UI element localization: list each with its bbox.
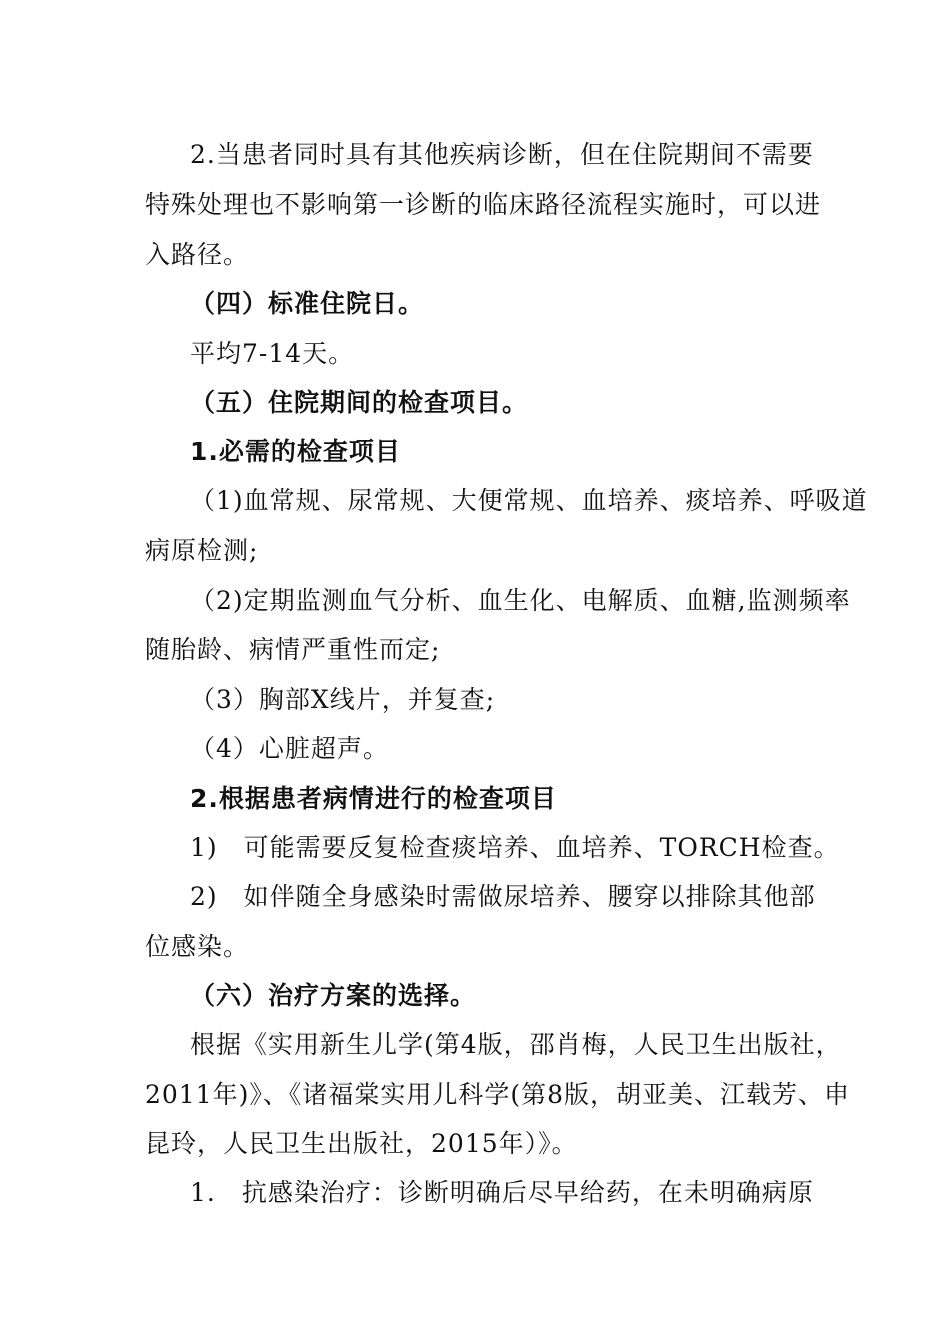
list-item: 1) 可能需要反复检查痰培养、血培养、TORCH检查。 — [190, 833, 840, 862]
section-heading: （六）治疗方案的选择。 — [190, 981, 477, 1010]
paragraph-line: 根据《实用新生儿学(第4版，邵肖梅，人民卫生出版社， — [190, 1030, 842, 1059]
subsection-heading: 2.根据患者病情进行的检查项目 — [190, 784, 557, 813]
paragraph-line: 2011年)》、《诸福棠实用儿科学(第8版，胡亚美、江载芳、申 — [145, 1080, 851, 1109]
list-item: （1)血常规、尿常规、大便常规、血培养、痰培养、呼吸道 — [190, 486, 868, 515]
paragraph-line: 特殊处理也不影响第一诊断的临床路径流程实施时，可以进 — [145, 190, 822, 219]
list-item: （3）胸部X线片，并复查; — [190, 685, 496, 714]
paragraph-line: 随胎龄、病情严重性而定; — [145, 635, 441, 664]
section-heading: （四）标准住院日。 — [190, 289, 425, 318]
paragraph-line: 平均7-14天。 — [190, 339, 355, 368]
paragraph-line: 2.当患者同时具有其他疾病诊断，但在住院期间不需要 — [190, 140, 814, 169]
paragraph-line: 昆玲，人民卫生出版社，2015年）》。 — [145, 1129, 578, 1158]
paragraph-line: 入路径。 — [145, 240, 250, 269]
list-item: （2)定期监测血气分析、血生化、电解质、血糖,监测频率 — [190, 586, 851, 615]
list-item: （4）心脏超声。 — [190, 734, 389, 763]
paragraph-line: 位感染。 — [145, 932, 250, 961]
section-heading: （五）住院期间的检查项目。 — [190, 388, 529, 417]
list-item: 1. 抗感染治疗：诊断明确后尽早给药，在未明确病原 — [190, 1178, 814, 1207]
list-item: 2) 如伴随全身感染时需做尿培养、腰穿以排除其他部 — [190, 882, 816, 911]
paragraph-line: 病原检测; — [145, 536, 259, 565]
subsection-heading: 1.必需的检查项目 — [190, 437, 401, 466]
